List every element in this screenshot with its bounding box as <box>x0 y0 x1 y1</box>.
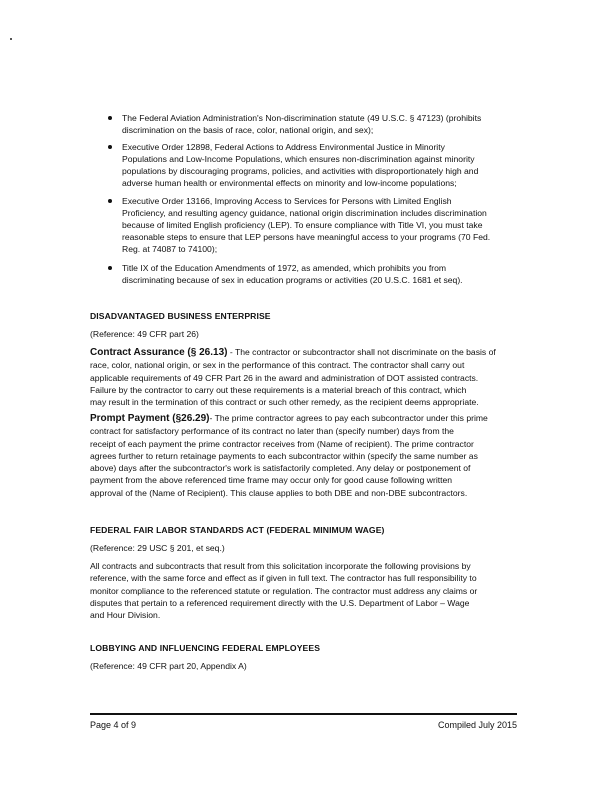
text-line: reasonable steps to ensure that LEP persons have meaningful access to your programs (70 Fed. <box>122 232 491 242</box>
dbe-reference: (Reference: 49 CFR part 26) <box>90 329 199 339</box>
contract-assurance-paragraph <box>90 346 520 408</box>
text-line: adverse human health or environmental effects on minority and low-income populations; <box>122 178 457 188</box>
text-line: Executive Order 12898, Federal Actions to Address Environmental Justice in Minority <box>122 142 445 152</box>
text-line: because of limited English proficiency (LEP). To ensure compliance with Title VI, you must take <box>122 220 483 230</box>
text-line: reference, with the same force and effect as if given in full text. The contractor has full responsibility to <box>90 573 477 584</box>
text-line: All contracts and subcontracts that result from this solicitation incorporate the following provisions by <box>90 561 471 571</box>
text-line: receipt of each payment the prime contractor receives from (Name of recipient). The prime contractor <box>90 438 474 449</box>
flsa-reference: (Reference: 29 USC § 201, et seq.) <box>90 543 225 553</box>
text-line: populations by discouraging programs, policies, and activities with disproportionately high and <box>122 166 479 176</box>
text-line: Failure by the contractor to carry out these requirements is a material breach of this contract, which <box>90 384 467 395</box>
text-line: - The prime contractor agrees to pay each subcontractor under this prime <box>209 413 488 423</box>
bullet-icon <box>108 266 112 270</box>
bullet-icon <box>108 145 112 149</box>
text-line: Proficiency, and resulting agency guidance, national origin discrimination includes discrimination <box>122 208 487 218</box>
compiled-date: Compiled July 2015 <box>437 720 517 730</box>
text-line: monitor compliance to the referenced statute or regulation. The contractor must address any claims or <box>90 585 478 596</box>
text-line: applicable requirements of 49 CFR Part 26 in the award and administration of DOT assisted contracts. <box>90 372 479 383</box>
prompt-payment-paragraph <box>90 412 520 499</box>
text-line: Populations and Low-Income Populations, which ensures non-discrimination against minority <box>122 154 475 164</box>
text-line: payment from the above referenced time frame may occur only for good cause following written <box>90 475 453 486</box>
section-heading-dbe: DISADVANTAGED BUSINESS ENTERPRISE <box>90 311 271 321</box>
text-line: agrees further to return retainage payments to each subcontractor within (specify the same number as <box>90 450 478 461</box>
text-line: - The contractor or subcontractor shall not discriminate on the basis of <box>227 347 496 357</box>
bullet-icon <box>108 116 112 120</box>
contract-assurance-title: Contract Assurance (§ 26.13) <box>90 347 228 358</box>
text-line: disputes that pertain to a referenced requirement directly with the U.S. Department of Labor – Wage <box>90 597 470 608</box>
section-heading-flsa: FEDERAL FAIR LABOR STANDARDS ACT (FEDERAL MINIMUM WAGE) <box>90 525 385 535</box>
text-line: above) days after the subcontractor's work is satisfactorily completed. Any delay or postponement of <box>90 463 471 474</box>
text-line: Executive Order 13166, Improving Access to Services for Persons with Limited English <box>122 196 452 206</box>
text-line: may result in the termination of this contract or such other remedy, as the recipient deems appropriate. <box>90 397 479 408</box>
scan-speck <box>10 38 12 40</box>
bullet-icon <box>108 199 112 203</box>
text-line: discriminating because of sex in education programs or activities (20 U.S.C. 1681 et seq). <box>122 275 463 285</box>
text-line: and Hour Division. <box>90 610 161 621</box>
lobbying-reference: (Reference: 49 CFR part 20, Appendix A) <box>90 661 247 671</box>
flsa-paragraph <box>90 560 520 621</box>
text-line: contract for satisfactory performance of its contract no later than (specify number) days from the <box>90 426 454 437</box>
page-number: Page 4 of 9 <box>90 720 137 730</box>
section-heading-lobbying: LOBBYING AND INFLUENCING FEDERAL EMPLOYEES <box>90 643 321 653</box>
text-line: Reg. at 74087 to 74100); <box>122 244 218 254</box>
footer-divider <box>90 713 517 715</box>
prompt-payment-title: Prompt Payment (§26.29) <box>90 413 210 424</box>
text-line: race, color, national origin, or sex in the performance of this contract. The contractor shall carry out <box>90 360 465 371</box>
text-line: discrimination on the basis of race, color, national origin, and sex); <box>122 125 374 135</box>
text-line: The Federal Aviation Administration's Non-discrimination statute (49 U.S.C. § 47123) (prohibits <box>122 113 482 123</box>
text-line: approval of the (Name of Recipient). This clause applies to both DBE and non-DBE subcontractors. <box>90 487 468 498</box>
text-line: Title IX of the Education Amendments of 1972, as amended, which prohibits you from <box>122 263 447 273</box>
